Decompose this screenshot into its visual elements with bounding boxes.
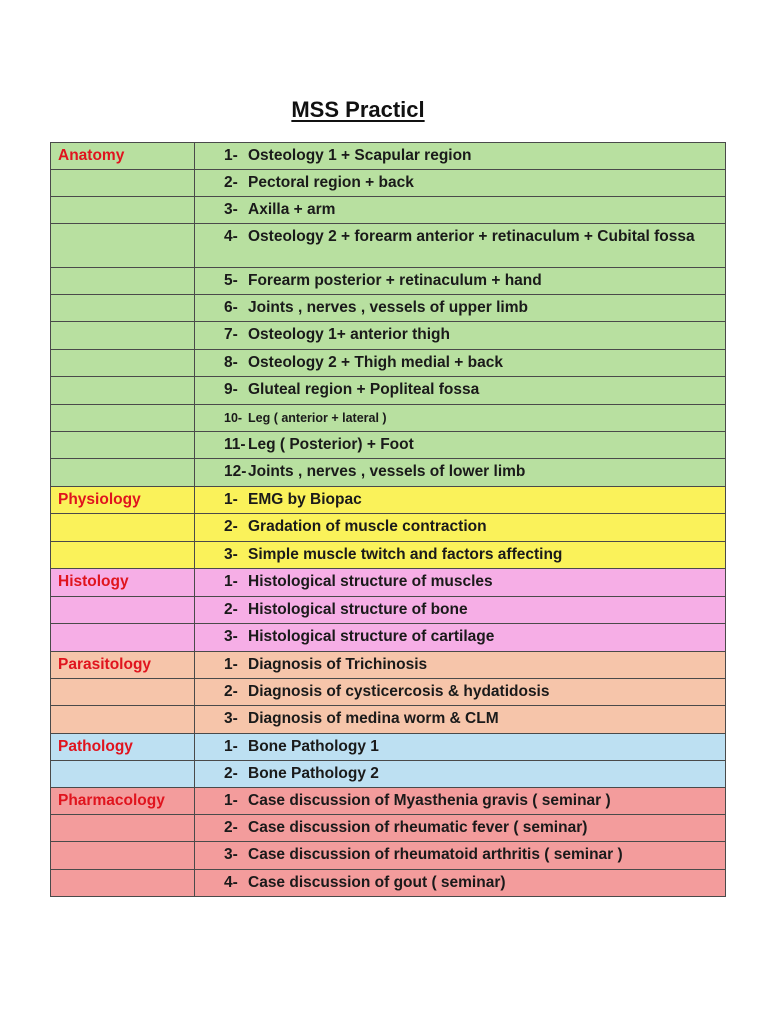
practical-item-cell [195, 405, 726, 432]
subject-cell [51, 268, 195, 295]
item-text: Bone Pathology 1 [248, 738, 379, 755]
practical-item-cell [195, 143, 726, 170]
subject-cell [51, 224, 195, 268]
item-number: 1- [224, 792, 238, 809]
item-number: 4- [224, 874, 238, 891]
item-text: EMG by Biopac [248, 491, 362, 508]
table-row [51, 788, 726, 815]
subject-cell [51, 734, 195, 761]
practical-item-cell [195, 487, 726, 514]
item-text: Case discussion of gout ( seminar) [248, 874, 506, 891]
item-text: Leg ( anterior + lateral ) [248, 411, 387, 425]
item-text: Bone Pathology 2 [248, 765, 379, 782]
subject-cell [51, 405, 195, 432]
table-row [51, 842, 726, 870]
practical-item-cell [195, 679, 726, 706]
item-text: Joints , nerves , vessels of lower limb [248, 463, 526, 480]
item-number: 2- [224, 518, 238, 535]
item-number: 2- [224, 601, 238, 618]
table-row [51, 652, 726, 679]
practical-item-cell [195, 624, 726, 652]
item-text: Diagnosis of Trichinosis [248, 656, 428, 673]
item-number: 2- [224, 174, 238, 191]
subject-cell [51, 542, 195, 569]
subject-label: Pharmacology [58, 792, 165, 809]
item-text: Osteology 1+ anterior thigh [248, 326, 450, 343]
table-row [51, 350, 726, 377]
item-text: Joints , nerves , vessels of upper limb [248, 299, 528, 316]
item-number: 12- [224, 463, 247, 480]
item-number: 10- [224, 411, 243, 425]
table-row [51, 295, 726, 322]
table-row [51, 569, 726, 597]
table-row [51, 322, 726, 350]
item-text: Case discussion of rheumatic fever ( seminar) [248, 819, 588, 836]
practical-item-cell [195, 734, 726, 761]
practical-item-cell [195, 652, 726, 679]
practical-item-cell [195, 268, 726, 295]
item-text: Case discussion of rheumatoid arthritis ( seminar ) [248, 846, 623, 863]
item-number: 3- [224, 628, 238, 645]
item-text: Histological structure of cartilage [248, 628, 495, 645]
practical-item-cell [195, 224, 726, 268]
subject-cell [51, 459, 195, 487]
table-row [51, 143, 726, 170]
subject-cell [51, 624, 195, 652]
practical-item-cell [195, 197, 726, 224]
table-row [51, 268, 726, 295]
item-text: Axilla + arm [248, 201, 336, 218]
item-number: 1- [224, 491, 238, 508]
item-number: 1- [224, 738, 238, 755]
subject-cell [51, 815, 195, 842]
subject-cell [51, 870, 195, 897]
subject-cell [51, 350, 195, 377]
table-row [51, 734, 726, 761]
table-row [51, 514, 726, 542]
practical-item-cell [195, 597, 726, 624]
item-text: Osteology 2 + forearm anterior + retinaculum + Cubital fossa [248, 228, 695, 245]
item-number: 2- [224, 765, 238, 782]
practical-schedule-table [50, 142, 726, 897]
subject-label: Anatomy [58, 147, 125, 164]
item-number: 3- [224, 710, 238, 727]
practical-item-cell [195, 870, 726, 897]
page-title: MSS Practicl [291, 97, 425, 122]
item-number: 1- [224, 147, 238, 164]
subject-label: Physiology [58, 491, 141, 508]
table-row [51, 542, 726, 569]
practical-item-cell [195, 350, 726, 377]
subject-cell [51, 322, 195, 350]
practical-item-cell [195, 542, 726, 569]
subject-cell [51, 170, 195, 197]
subject-cell [51, 377, 195, 405]
item-text: Forearm posterior + retinaculum + hand [248, 272, 542, 289]
item-text: Osteology 1 + Scapular region [248, 147, 472, 164]
table-row [51, 405, 726, 432]
item-text: Diagnosis of medina worm & CLM [248, 710, 499, 727]
subject-cell [51, 761, 195, 788]
subject-cell [51, 842, 195, 870]
item-text: Gluteal region + Popliteal fossa [248, 381, 480, 398]
subject-label: Pathology [58, 738, 133, 755]
subject-cell [51, 679, 195, 706]
practical-item-cell [195, 514, 726, 542]
subject-cell [51, 432, 195, 459]
item-number: 1- [224, 573, 238, 590]
subject-cell [51, 295, 195, 322]
table-row [51, 679, 726, 706]
table-row [51, 377, 726, 405]
subject-cell [51, 143, 195, 170]
subject-cell [51, 597, 195, 624]
item-number: 1- [224, 656, 238, 673]
table-row [51, 432, 726, 459]
subject-label: Parasitology [58, 656, 152, 673]
practical-item-cell [195, 761, 726, 788]
table-row [51, 761, 726, 788]
item-text: Pectoral region + back [248, 174, 414, 191]
table-row [51, 487, 726, 514]
subject-cell [51, 652, 195, 679]
item-number: 8- [224, 354, 238, 371]
subject-cell [51, 514, 195, 542]
item-text: Osteology 2 + Thigh medial + back [248, 354, 503, 371]
item-number: 11- [224, 436, 246, 453]
practical-item-cell [195, 815, 726, 842]
practical-item-cell [195, 459, 726, 487]
table-row [51, 706, 726, 734]
item-text: Gradation of muscle contraction [248, 518, 487, 535]
item-text: Histological structure of muscles [248, 573, 493, 590]
practical-item-cell [195, 788, 726, 815]
subject-cell [51, 788, 195, 815]
item-number: 3- [224, 201, 238, 218]
practical-item-cell [195, 322, 726, 350]
item-number: 2- [224, 683, 238, 700]
item-number: 9- [224, 381, 238, 398]
practical-item-cell [195, 842, 726, 870]
practical-item-cell [195, 377, 726, 405]
practical-item-cell [195, 569, 726, 597]
table-row [51, 459, 726, 487]
table-row [51, 197, 726, 224]
subject-cell [51, 487, 195, 514]
subject-cell [51, 706, 195, 734]
item-number: 7- [224, 326, 238, 343]
practical-item-cell [195, 295, 726, 322]
table-row [51, 224, 726, 268]
item-text: Case discussion of Myasthenia gravis ( seminar ) [248, 792, 611, 809]
item-number: 5- [224, 272, 238, 289]
practical-item-cell [195, 170, 726, 197]
practical-item-cell [195, 706, 726, 734]
table-row [51, 815, 726, 842]
item-number: 4- [224, 228, 238, 245]
table-row [51, 624, 726, 652]
subject-cell [51, 569, 195, 597]
item-text: Histological structure of bone [248, 601, 468, 618]
item-number: 2- [224, 819, 238, 836]
subject-cell [51, 197, 195, 224]
subject-label: Histology [58, 573, 129, 590]
table-row [51, 870, 726, 897]
table-row [51, 597, 726, 624]
practical-item-cell [195, 432, 726, 459]
item-text: Diagnosis of cysticercosis & hydatidosis [248, 683, 550, 700]
item-number: 6- [224, 299, 238, 316]
item-text: Leg ( Posterior) + Foot [248, 436, 414, 453]
item-number: 3- [224, 546, 238, 563]
table-row [51, 170, 726, 197]
item-number: 3- [224, 846, 238, 863]
item-text: Simple muscle twitch and factors affecting [248, 546, 563, 563]
